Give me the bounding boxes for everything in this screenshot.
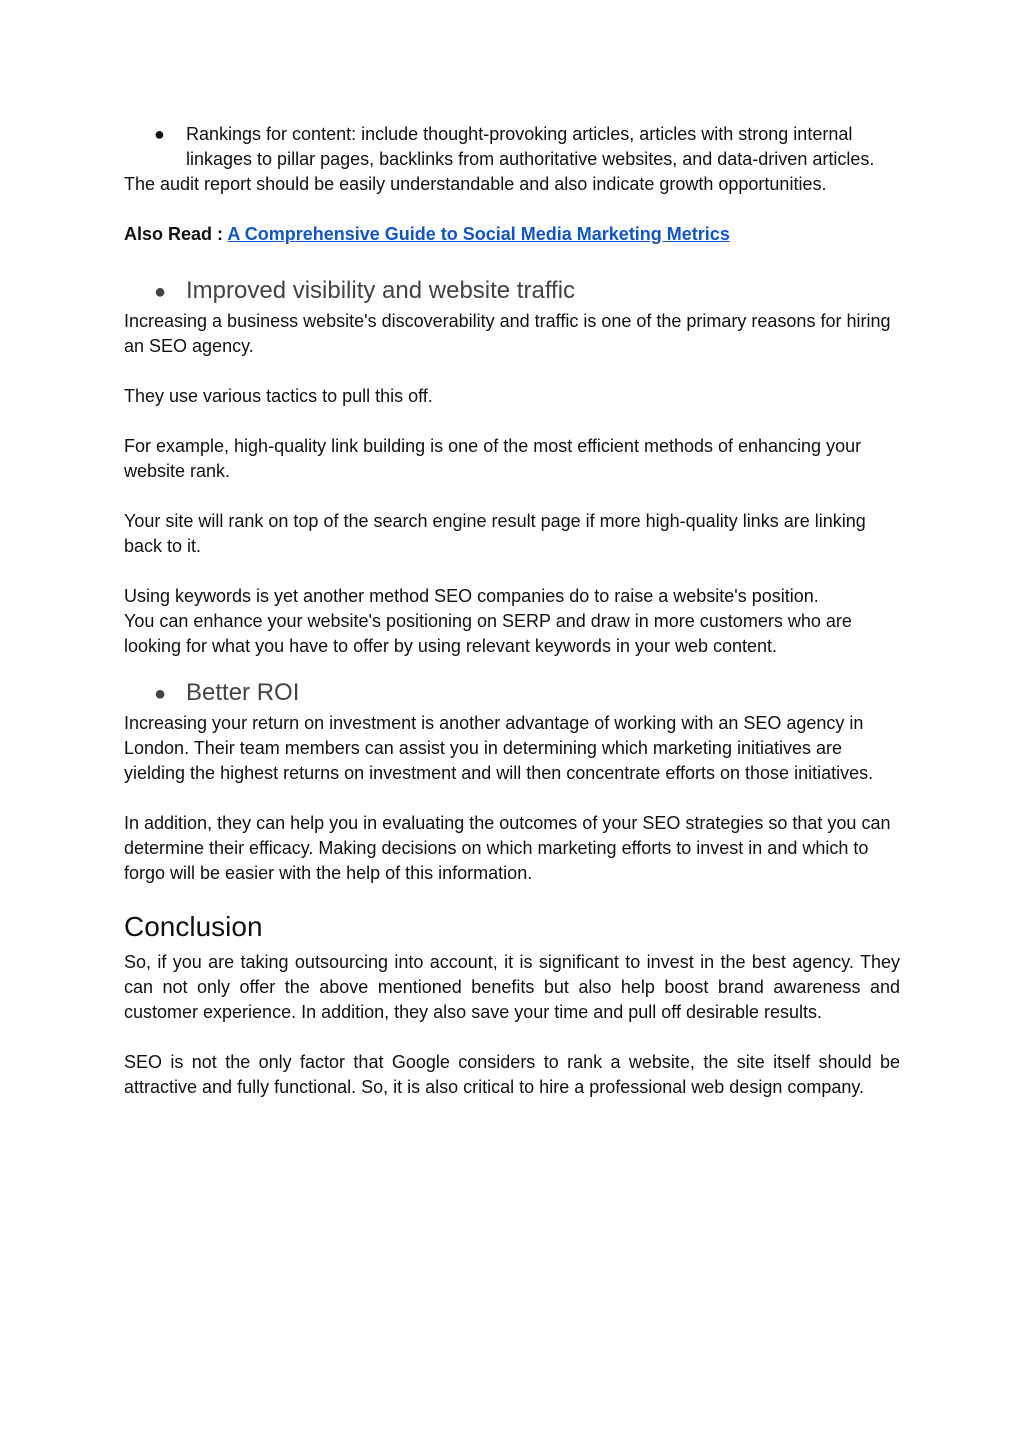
visibility-paragraph-1: Increasing a business website's discoverability and traffic is one of the primary reasons for hiring an SEO agency. [124,311,891,356]
bullet-rankings [124,122,900,172]
heading-roi [124,676,900,710]
roi-paragraph-2: In addition, they can help you in evaluating the outcomes of your SEO strategies so that you can determine their efficacy. Making decisions on which marketing efforts to invest in and which to forgo will be easier with the help of this information. [124,813,891,883]
also-read-label: Also Read : [124,224,224,244]
document-page [124,122,900,1100]
visibility-paragraph-3: For example, high-quality link building is one of the most efficient methods of enhancing your website rank. [124,436,862,481]
heading-visibility [124,274,900,308]
visibility-paragraph-5a: Using keywords is yet another method SEO companies do to raise a website's position. [124,586,819,606]
visibility-paragraph-2: They use various tactics to pull this off. [124,386,433,406]
bullet-marker: ● [154,124,165,144]
audit-paragraph: The audit report should be easily understandable and also indicate growth opportunities. [124,174,827,194]
conclusion-paragraph-2: SEO is not the only factor that Google considers to rank a website, the site itself should be attractive and fully functional. So, it is also critical to hire a professional web design company. [124,1052,900,1097]
also-read-line [124,222,900,247]
visibility-paragraph-5b: You can enhance your website's positioning on SERP and draw in more customers who are looking for what you have to offer by using relevant keywords in your web content. [124,611,852,656]
bullet-marker: ● [154,683,167,705]
bullet-marker: ● [154,281,167,303]
roi-paragraph-1: Increasing your return on investment is another advantage of working with an SEO agency in London. Their team members can assist you in determining which marketing initiatives are yielding the highest returns on investment and will then concentrate efforts on those initiatives. [124,713,874,783]
conclusion-paragraph-1: So, if you are taking outsourcing into account, it is significant to invest in the best agency. They can not only offer the above mentioned benefits but also help boost brand awareness and customer experience. In addition, they also save your time and pull off desirable results. [124,952,900,1022]
visibility-paragraph-4: Your site will rank on top of the search engine result page if more high-quality links are linking back to it. [124,511,866,556]
also-read-link[interactable]: A Comprehensive Guide to Social Media Marketing Metrics [227,224,730,244]
bullet-rankings-text: Rankings for content: include thought-provoking articles, articles with strong internal linkages to pillar pages, backlinks from authoritative websites, and data-driven articles. [186,124,875,169]
heading-visibility-text: Improved visibility and website traffic [186,277,576,304]
conclusion-heading: Conclusion [124,911,263,942]
heading-roi-text: Better ROI [186,679,300,706]
